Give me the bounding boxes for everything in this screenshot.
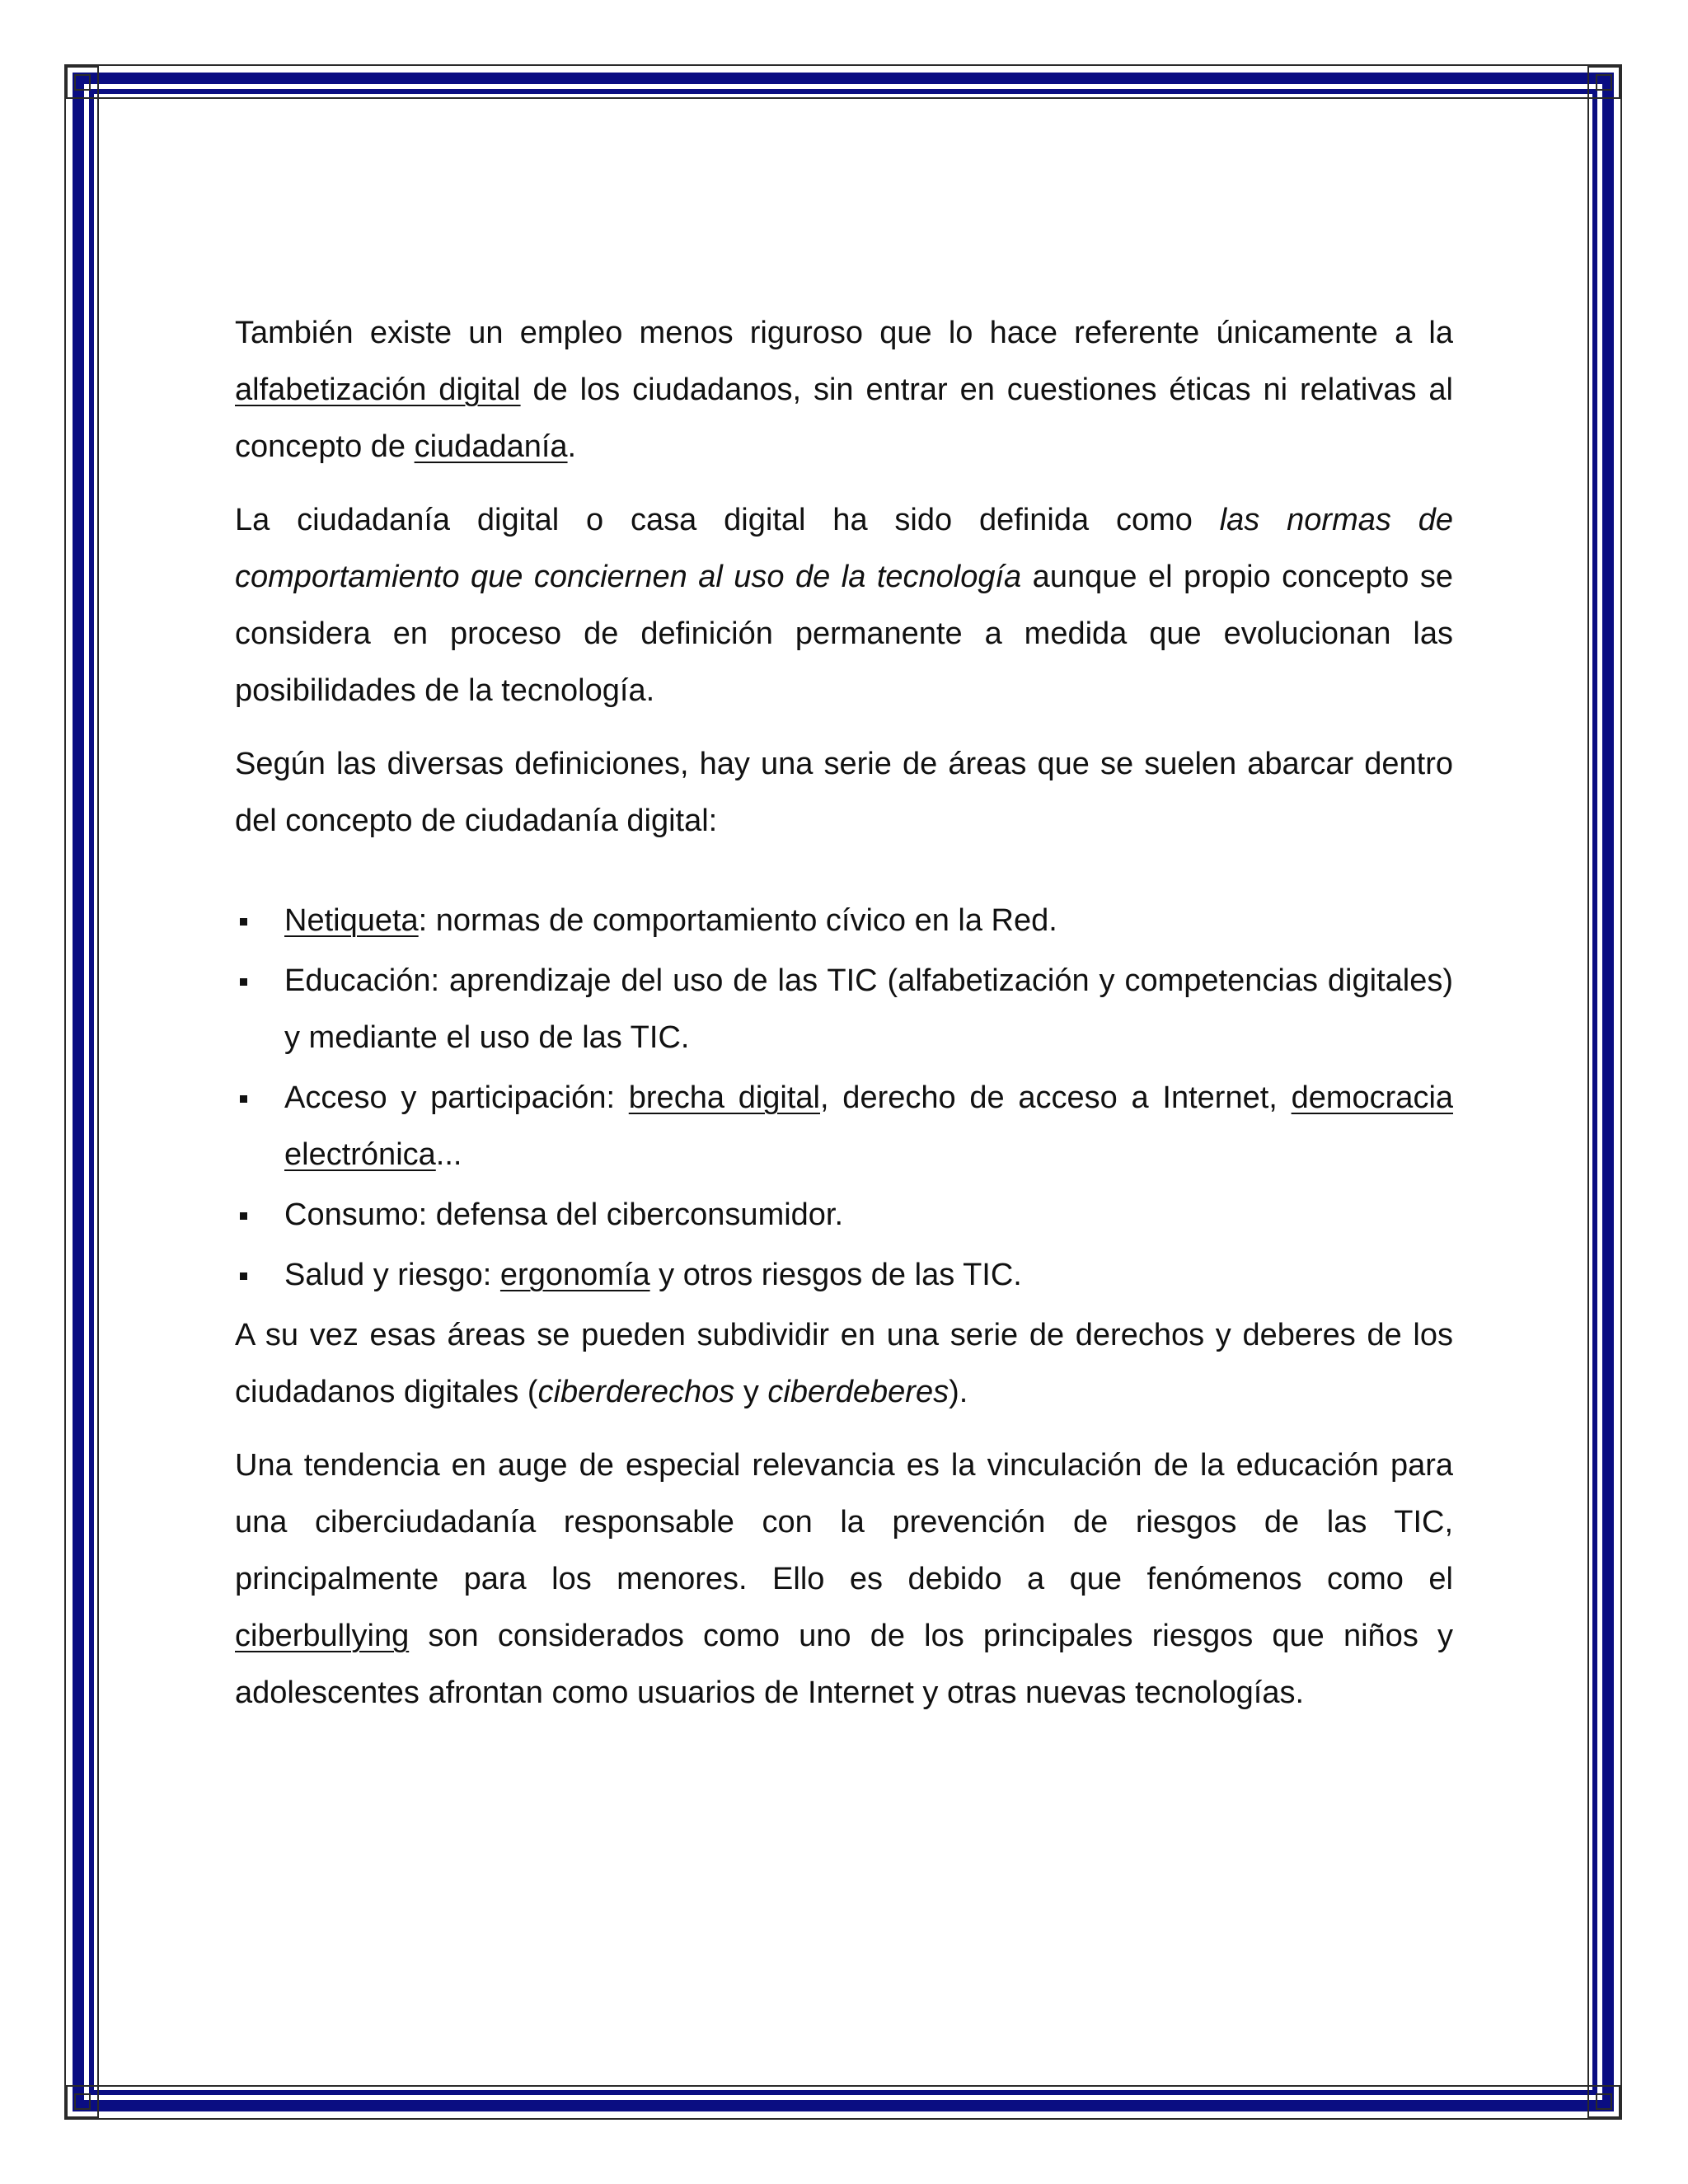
document-body: [235, 305, 1453, 1722]
square-bullet-icon: [240, 978, 247, 986]
list-item-text: Salud y riesgo:: [284, 1258, 500, 1292]
paragraph-areas-intro: [235, 736, 1453, 850]
paragraph-tendencia: [235, 1437, 1453, 1722]
list-item-consumo: [235, 1187, 1453, 1244]
border-corner-ornament: [66, 2085, 99, 2118]
list-item-netiqueta: [235, 893, 1453, 949]
paragraph-alfabetizacion: [235, 305, 1453, 476]
paragraph-text: de los ciudadanos, sin entrar en cuestiones éticas ni relativas al concepto de: [235, 373, 1453, 464]
square-bullet-icon: [240, 1212, 247, 1220]
paragraph-text: Según las diversas definiciones, hay una serie de áreas que se suelen abarcar dentro del concepto de ciudadanía digital:: [235, 747, 1453, 838]
list-item-text: ...: [435, 1137, 462, 1172]
paragraph-text: La ciudadanía digital o casa digital ha sido definida como: [235, 503, 1220, 537]
square-bullet-icon: [240, 1272, 247, 1280]
link-ciudadania[interactable]: ciudadanía: [414, 429, 568, 464]
paragraph-text: y: [734, 1375, 768, 1409]
link-ergonomia[interactable]: ergonomía: [499, 1258, 650, 1292]
paragraph-text: son considerados como uno de los principales riesgos que niños y adolescentes afrontan como usuarios de Internet y otras nuevas tecnologías.: [235, 1619, 1453, 1710]
link-democracia-electronica[interactable]: democracia electrónica: [284, 1080, 1454, 1172]
paragraph-text: ).: [949, 1375, 968, 1409]
border-corner-ornament: [1587, 2085, 1620, 2118]
list-item-educacion: [235, 953, 1453, 1066]
link-brecha-digital[interactable]: brecha digital: [628, 1080, 820, 1115]
list-item-acceso: [235, 1070, 1453, 1183]
paragraph-definicion: [235, 492, 1453, 719]
areas-list: [235, 893, 1453, 1304]
paragraph-text: aunque el propio concepto se considera en proceso de definición permanente a medida que evolucionan las posibilidades de la tecnología.: [235, 560, 1453, 708]
link-alfabetizacion-digital[interactable]: alfabetización digital: [235, 373, 521, 407]
italic-ciberderechos: ciberderechos: [537, 1375, 735, 1409]
square-bullet-icon: [240, 1095, 247, 1103]
link-ciberbullying[interactable]: ciberbullying: [235, 1619, 410, 1653]
paragraph-text: A su vez esas áreas se pueden subdividir en una serie de derechos y deberes de los ciudadanos digitales (: [235, 1318, 1453, 1409]
paragraph-text: También existe un empleo menos riguroso que lo hace referente únicamente a la: [235, 316, 1453, 350]
square-bullet-icon: [240, 918, 247, 926]
paragraph-text: .: [567, 429, 577, 464]
paragraph-derechos-deberes: [235, 1307, 1453, 1421]
border-corner-ornament: [66, 66, 99, 99]
list-item-text: Educación: aprendizaje del uso de las TIC (alfabetización y competencias digitales) y mediante el uso de las TIC.: [284, 963, 1453, 1055]
list-item-text: : normas de comportamiento cívico en la Red.: [418, 903, 1057, 938]
list-item-salud: [235, 1247, 1453, 1304]
link-netiqueta[interactable]: Netiqueta: [284, 903, 419, 938]
list-item-text: Consumo: defensa del ciberconsumidor.: [284, 1197, 844, 1232]
italic-ciberdeberes: ciberdeberes: [767, 1375, 950, 1409]
list-item-text: Acceso y participación:: [284, 1080, 629, 1115]
italic-definition: las normas de comportamiento que conciernen al uso de la tecnología: [235, 503, 1453, 594]
list-item-text: y otros riesgos de las TIC.: [649, 1258, 1022, 1292]
border-corner-ornament: [1587, 66, 1620, 99]
list-item-text: , derecho de acceso a Internet,: [820, 1080, 1292, 1115]
paragraph-text: Una tendencia en auge de especial relevancia es la vinculación de la educación para una ciberciudadanía responsable con la prevención de riesgos de las TIC, principalmente para los menores. Ello es debido a que fenómenos como el: [235, 1448, 1453, 1596]
